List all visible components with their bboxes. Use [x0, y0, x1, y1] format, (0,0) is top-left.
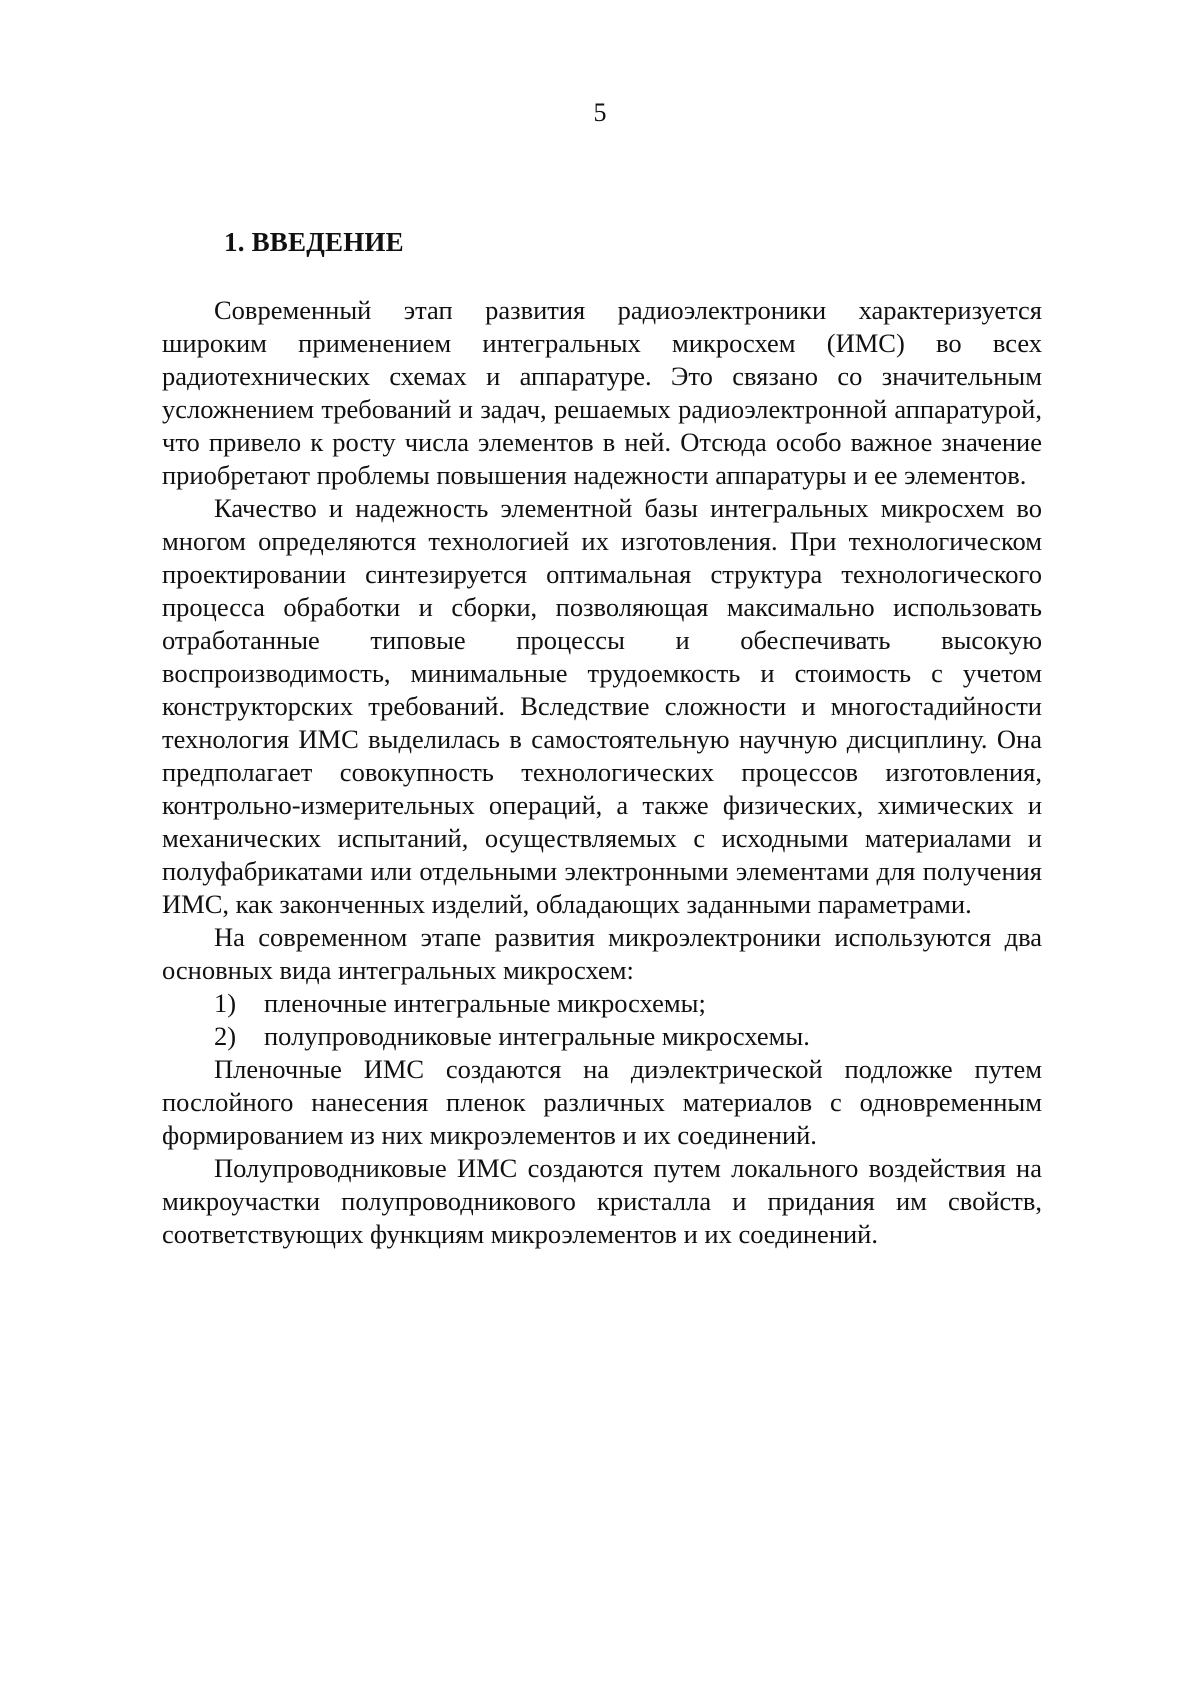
paragraph-outro-2: Полупроводниковые ИМС создаются путем локального воздействия на микроучастки полупроводникового кристалла и придания им свойств, соответствующих функциям микроэлементов и их соединений. [162, 1153, 1042, 1249]
list-item-text: пленочные интегральные микросхемы; [264, 988, 706, 1018]
paragraph-intro-3: На современном этапе развития микроэлектроники используются два основных вида интегральных микросхем: [162, 922, 1042, 985]
body-text [162, 294, 1042, 1251]
list-marker: 1) [214, 988, 237, 1018]
section-heading: 1. ВВЕДЕНИЕ [224, 227, 404, 257]
page-number: 5 [593, 98, 607, 127]
list-item [162, 1020, 1042, 1053]
paragraph-intro-2: Качество и надежность элементной базы интегральных микросхем во многом определяются технологией их изготовления. При технологическом проектировании синтезируется оптимальная структура технологического процесса обработки и сборки, позволяющая максимально использовать отработанные типовые процессы и обеспечивать высокую воспроизводимость, минимальные трудоемкость и стоимость с учетом конструкторских требований. Вследствие сложности и многостадийности технология ИМС выделилась в самостоятельную научную дисциплину. Она предполагает совокупность технологических процессов изготовления, контрольно-измерительных операций, а также физических, химических и механических испытаний, осуществляемых с исходными материалами и полуфабрикатами или отдельными электронными элементами для получения ИМС, как законченных изделий, обладающих заданными параметрами. [162, 493, 1042, 919]
paragraph-outro-1: Пленочные ИМС создаются на диэлектрической подложке путем послойного нанесения пленок различных материалов с одновременным формированием из них микроэлементов и их соединений. [162, 1054, 1042, 1150]
list-item [162, 987, 1042, 1020]
paragraph-intro-1: Современный этап развития радиоэлектроники характеризуется широким применением интегральных микросхем (ИМС) во всех радиотехнических схемах и аппаратуре. Это связано со значительным усложнением требований и задач, решаемых радиоэлектронной аппаратурой, что привело к росту числа элементов в ней. Отсюда особо важное значение приобретают проблемы повышения надежности аппаратуры и ее элементов. [162, 295, 1042, 490]
list-item-text: полупроводниковые интегральные микросхемы. [264, 1021, 810, 1051]
list-marker: 2) [214, 1021, 237, 1051]
